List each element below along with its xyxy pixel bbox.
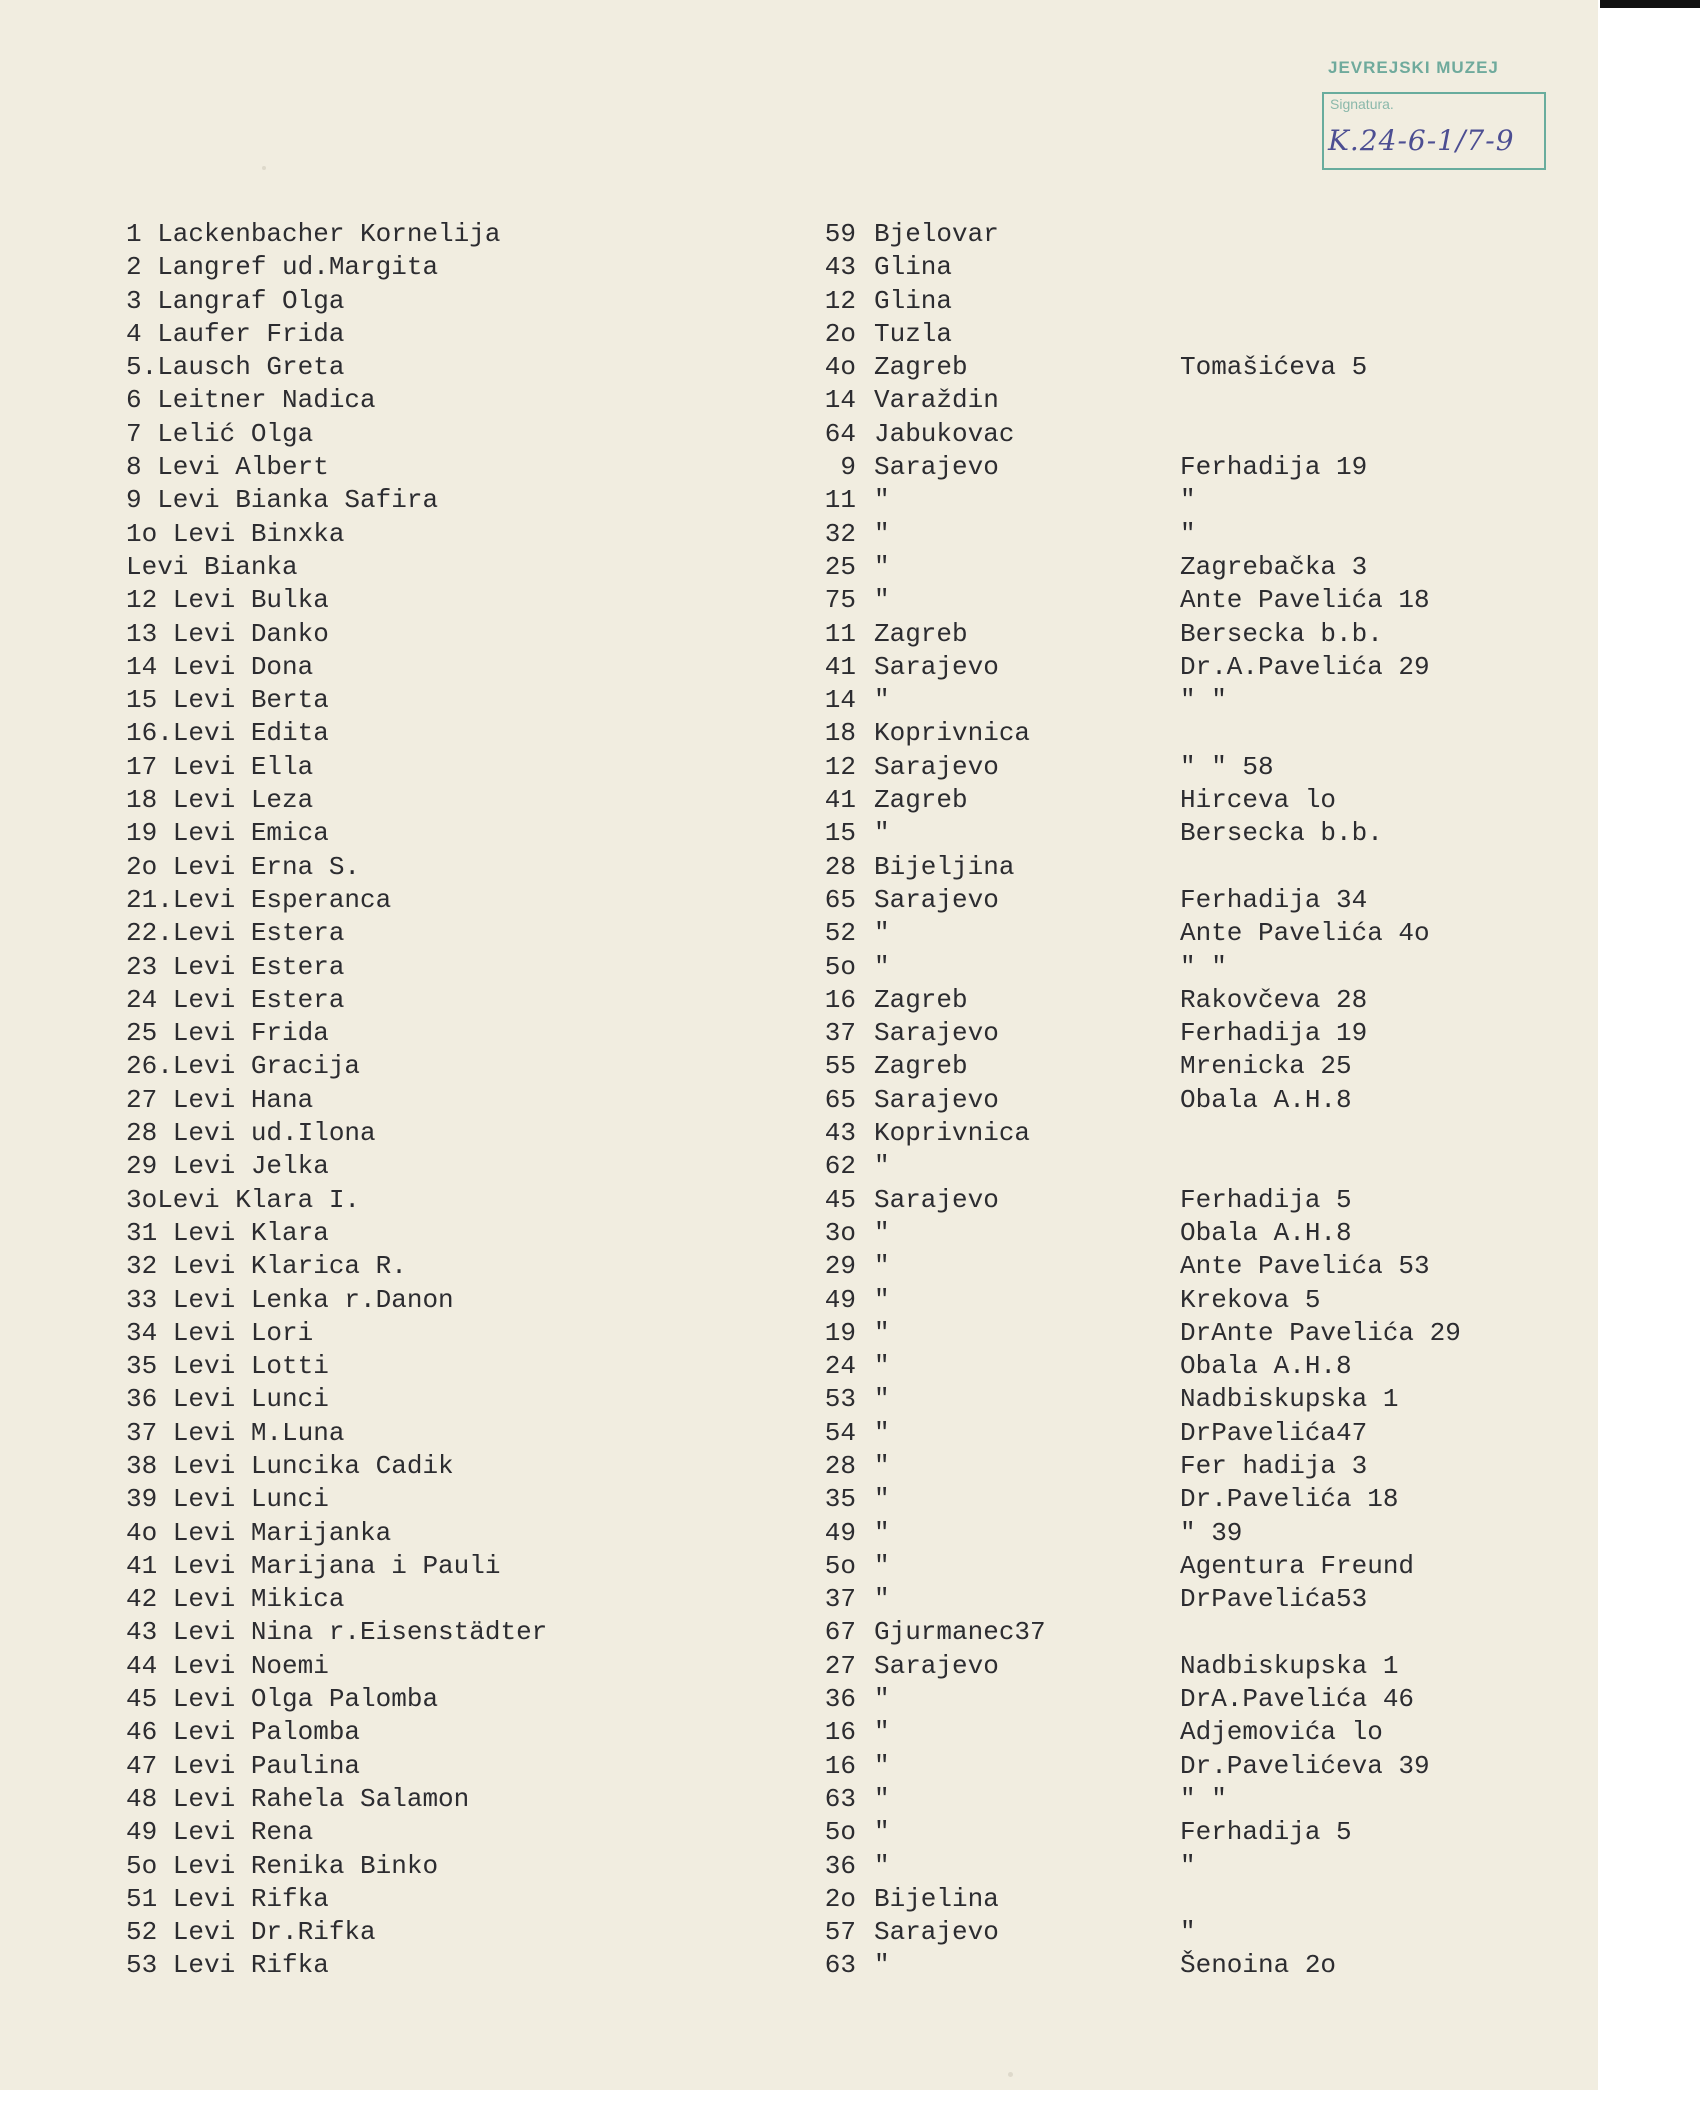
row-city: Koprivnica [874,1118,1031,1149]
row-name: 7 Lelić Olga [126,418,314,449]
row-age: 36 [824,1684,856,1715]
row-city: " [874,1217,890,1248]
row-age: 12 [824,285,856,316]
row-address: Ferhadija 19 [1180,452,1368,483]
row-name: 1o Levi Binxka [126,518,345,549]
row-name: 42 Levi Mikica [126,1584,345,1615]
list-row [0,1483,1598,1516]
row-city: Glina [874,285,953,316]
list-row [0,1616,1598,1649]
row-address: " " [1180,1783,1227,1814]
stamp-museum-name: JEVREJSKI MUZEJ [1328,58,1499,77]
list-row [0,1117,1598,1150]
row-city: " [874,1151,890,1182]
list-row [0,884,1598,917]
row-age: 28 [824,1450,856,1481]
list-row [0,1383,1598,1416]
list-row [0,717,1598,750]
list-row [0,1550,1598,1583]
stamp-signature-value: K.24-6-1/7-9 [1328,124,1515,157]
row-city: Zagreb [874,352,968,383]
row-name: 48 Levi Rahela Salamon [126,1783,470,1814]
row-age: 15 [824,818,856,849]
row-city: " [874,485,890,516]
row-name: 45 Levi Olga Palomba [126,1684,439,1715]
row-address: Dr.Pavelića 18 [1180,1484,1399,1515]
row-name: 4 Laufer Frida [126,318,345,349]
row-city: Sarajevo [874,1184,999,1215]
row-age: 19 [824,1317,856,1348]
row-city: Jabukovac [874,418,1015,449]
row-city: " [874,518,890,549]
row-name: 16.Levi Edita [126,718,329,749]
row-name: 22.Levi Estera [126,918,345,949]
list-row [0,1217,1598,1250]
list-row [0,1450,1598,1483]
row-city: " [874,1251,890,1282]
list-row [0,917,1598,950]
row-name: 51 Levi Rifka [126,1883,329,1914]
paper-blemish [1008,2072,1013,2077]
row-name: 9 Levi Bianka Safira [126,485,439,516]
row-city: Glina [874,252,953,283]
row-city: Sarajevo [874,1084,999,1115]
list-row [0,684,1598,717]
row-age: 24 [824,1351,856,1382]
row-city: Bijeljina [874,851,1015,882]
list-row [0,1084,1598,1117]
list-row [0,384,1598,417]
row-address: " [1180,1850,1196,1881]
row-address: " " [1180,685,1227,716]
row-address: Ferhadija 19 [1180,1018,1368,1049]
row-city: Sarajevo [874,751,999,782]
row-name: 47 Levi Paulina [126,1750,361,1781]
row-age: 5o [824,951,856,982]
list-row [0,1650,1598,1683]
row-name: 49 Levi Rena [126,1817,314,1848]
row-address: " [1180,518,1196,549]
row-address: Adjemovića lo [1180,1717,1383,1748]
row-address: DrPavelića53 [1180,1584,1368,1615]
list-row [0,1284,1598,1317]
list-row [0,1583,1598,1616]
row-city: " [874,1384,890,1415]
row-address: DrA.Pavelića 46 [1180,1684,1415,1715]
list-row [0,451,1598,484]
row-city: Sarajevo [874,884,999,915]
row-age: 65 [824,884,856,915]
row-age: 12 [824,751,856,782]
row-age: 18 [824,718,856,749]
row-address: Krekova 5 [1180,1284,1321,1315]
row-age: 43 [824,1118,856,1149]
list-row [0,1017,1598,1050]
row-city: " [874,1351,890,1382]
scan-edge-bar [1600,0,1700,8]
row-name: 5o Levi Renika Binko [126,1850,439,1881]
row-age: 65 [824,1084,856,1115]
row-city: " [874,1850,890,1881]
row-city: " [874,1484,890,1515]
row-age: 16 [824,984,856,1015]
row-city: Gjurmanec37 [874,1617,1046,1648]
list-row [0,1317,1598,1350]
row-age: 67 [824,1617,856,1648]
row-age: 49 [824,1284,856,1315]
row-city: " [874,1517,890,1548]
row-age: 59 [824,219,856,249]
list-row [0,1517,1598,1550]
list-row [0,1150,1598,1183]
row-city: Varaždin [874,385,999,416]
row-name: 39 Levi Lunci [126,1484,329,1515]
row-name: Levi Bianka [126,551,298,582]
row-name: 34 Levi Lori [126,1317,314,1348]
list-row [0,1350,1598,1383]
row-address: Ante Pavelića 53 [1180,1251,1430,1282]
row-city: Sarajevo [874,1917,999,1948]
row-address: " " [1180,951,1227,982]
row-city: " [874,1450,890,1481]
row-name: 35 Levi Lotti [126,1351,329,1382]
row-city: " [874,1817,890,1848]
row-age: 5o [824,1817,856,1848]
row-address: Ante Pavelića 18 [1180,585,1430,616]
row-city: " [874,1717,890,1748]
row-age: 54 [824,1417,856,1448]
list-row [0,951,1598,984]
row-name: 13 Levi Danko [126,618,329,649]
row-name: 27 Levi Hana [126,1084,314,1115]
row-city: Zagreb [874,785,968,816]
row-address: Bersecka b.b. [1180,618,1383,649]
row-city: Sarajevo [874,651,999,682]
row-city: " [874,1783,890,1814]
row-name: 43 Levi Nina r.Eisenstädter [126,1617,548,1648]
row-age: 63 [824,1950,856,1981]
row-age: 27 [824,1650,856,1681]
list-row [0,751,1598,784]
row-age: 29 [824,1251,856,1282]
row-name: 2 Langref ud.Margita [126,252,439,283]
row-address: Šenoina 2o [1180,1950,1337,1981]
list-row [0,1816,1598,1849]
row-age: 4o [824,352,856,383]
row-name: 6 Leitner Nadica [126,385,376,416]
name-list [0,218,1598,1983]
list-row [0,1750,1598,1783]
list-row [0,251,1598,284]
row-address: Obala A.H.8 [1180,1084,1352,1115]
row-name: 19 Levi Emica [126,818,329,849]
row-age: 16 [824,1750,856,1781]
row-address: Obala A.H.8 [1180,1217,1352,1248]
row-name: 14 Levi Dona [126,651,314,682]
row-age: 75 [824,585,856,616]
row-age: 32 [824,518,856,549]
list-row [0,1050,1598,1083]
row-age: 52 [824,918,856,949]
row-address: " " 58 [1180,751,1274,782]
row-age: 41 [824,785,856,816]
row-city: " [874,1950,890,1981]
row-address: DrPavelića47 [1180,1417,1368,1448]
list-row [0,1417,1598,1450]
row-age: 14 [824,685,856,716]
row-city: " [874,1684,890,1715]
row-address: Ferhadija 5 [1180,1184,1352,1215]
row-age: 45 [824,1184,856,1215]
row-address: " [1180,485,1196,516]
row-address: Hirceva lo [1180,785,1337,816]
row-age: 63 [824,1783,856,1814]
row-name: 15 Levi Berta [126,685,329,716]
row-age: 28 [824,851,856,882]
row-name: 3oLevi Klara I. [126,1184,361,1215]
row-name: 25 Levi Frida [126,1018,329,1049]
row-city: " [874,1550,890,1581]
row-name: 18 Levi Leza [126,785,314,816]
row-name: 31 Levi Klara [126,1217,329,1248]
list-row [0,1916,1598,1949]
row-city: Zagreb [874,1051,968,1082]
row-address: " 39 [1180,1517,1243,1548]
row-name: 33 Levi Lenka r.Danon [126,1284,454,1315]
row-address: Nadbiskupska 1 [1180,1384,1399,1415]
row-name: 12 Levi Bulka [126,585,329,616]
list-row [0,1683,1598,1716]
list-row [0,351,1598,384]
row-name: 37 Levi M.Luna [126,1417,345,1448]
stamp-signature-label: Signatura. [1330,96,1394,112]
row-age: 57 [824,1917,856,1948]
row-age: 14 [824,385,856,416]
row-age: 53 [824,1384,856,1415]
row-name: 23 Levi Estera [126,951,345,982]
row-address: Mrenicka 25 [1180,1051,1352,1082]
row-name: 2o Levi Erna S. [126,851,361,882]
list-row [0,1949,1598,1982]
row-name: 53 Levi Rifka [126,1950,329,1981]
row-name: 52 Levi Dr.Rifka [126,1917,376,1948]
row-address: DrAnte Pavelića 29 [1180,1317,1461,1348]
row-address: Obala A.H.8 [1180,1351,1352,1382]
list-row [0,1716,1598,1749]
list-row [0,1850,1598,1883]
row-age: 3o [824,1217,856,1248]
row-name: 32 Levi Klarica R. [126,1251,407,1282]
row-age: 2o [824,318,856,349]
stamp-signature-box [1322,92,1546,170]
row-age: 35 [824,1484,856,1515]
row-age: 49 [824,1517,856,1548]
row-name: 36 Levi Lunci [126,1384,329,1415]
row-name: 29 Levi Jelka [126,1151,329,1182]
row-age: 5o [824,1550,856,1581]
row-age: 9 [840,452,856,483]
row-name: 44 Levi Noemi [126,1650,329,1681]
row-address: Zagrebačka 3 [1180,551,1368,582]
row-city: " [874,1417,890,1448]
list-row [0,784,1598,817]
row-address: Dr.Pavelićeva 39 [1180,1750,1430,1781]
row-age: 62 [824,1151,856,1182]
list-row [0,518,1598,551]
row-name: 17 Levi Ella [126,751,314,782]
list-row [0,651,1598,684]
list-row [0,851,1598,884]
list-row [0,318,1598,351]
list-row [0,817,1598,850]
row-city: Sarajevo [874,1650,999,1681]
row-name: 8 Levi Albert [126,452,329,483]
row-name: 38 Levi Luncika Cadik [126,1450,454,1481]
row-city: " [874,585,890,616]
row-address: " [1180,1917,1196,1948]
row-address: Agentura Freund [1180,1550,1415,1581]
row-name: 5.Lausch Greta [126,352,345,383]
row-city: " [874,1750,890,1781]
museum-stamp [1322,58,1544,168]
row-city: " [874,1584,890,1615]
row-name: 1 Lackenbacher Kornelija [126,219,501,249]
row-age: 36 [824,1850,856,1881]
list-row [0,584,1598,617]
paper-blemish [262,166,266,170]
row-city: " [874,685,890,716]
row-age: 16 [824,1717,856,1748]
row-name: 41 Levi Marijana i Pauli [126,1550,501,1581]
row-address: Bersecka b.b. [1180,818,1383,849]
row-address: Nadbiskupska 1 [1180,1650,1399,1681]
row-city: " [874,1284,890,1315]
row-city: " [874,951,890,982]
row-age: 37 [824,1584,856,1615]
row-name: 46 Levi Palomba [126,1717,361,1748]
row-name: 26.Levi Gracija [126,1051,361,1082]
row-city: Bjelovar [874,219,999,249]
row-city: Sarajevo [874,452,999,483]
row-city: Koprivnica [874,718,1031,749]
list-row [0,1184,1598,1217]
list-row [0,1783,1598,1816]
row-city: " [874,818,890,849]
row-city: Zagreb [874,984,968,1015]
row-name: 28 Levi ud.Ilona [126,1118,376,1149]
row-age: 2o [824,1883,856,1914]
row-city: " [874,551,890,582]
row-name: 24 Levi Estera [126,984,345,1015]
row-city: Bijelina [874,1883,999,1914]
row-age: 41 [824,651,856,682]
row-address: Rakovčeva 28 [1180,984,1368,1015]
row-name: 3 Langraf Olga [126,285,345,316]
row-address: Ferhadija 34 [1180,884,1368,915]
list-row [0,551,1598,584]
row-city: Tuzla [874,318,953,349]
row-address: Tomašićeva 5 [1180,352,1368,383]
list-row [0,418,1598,451]
row-city: " [874,918,890,949]
list-row [0,1883,1598,1916]
list-row [0,1250,1598,1283]
row-age: 37 [824,1018,856,1049]
row-age: 11 [824,485,856,516]
row-age: 43 [824,252,856,283]
row-age: 64 [824,418,856,449]
row-address: Ante Pavelića 4o [1180,918,1430,949]
row-age: 11 [824,618,856,649]
list-row [0,285,1598,318]
list-row [0,984,1598,1017]
row-city: " [874,1317,890,1348]
row-city: Zagreb [874,618,968,649]
row-name: 21.Levi Esperanca [126,884,392,915]
row-address: Ferhadija 5 [1180,1817,1352,1848]
row-address: Fer hadija 3 [1180,1450,1368,1481]
list-row [0,484,1598,517]
row-address: Dr.A.Pavelića 29 [1180,651,1430,682]
row-age: 25 [824,551,856,582]
list-row [0,218,1598,251]
row-name: 4o Levi Marijanka [126,1517,392,1548]
row-age: 55 [824,1051,856,1082]
row-city: Sarajevo [874,1018,999,1049]
list-row [0,618,1598,651]
